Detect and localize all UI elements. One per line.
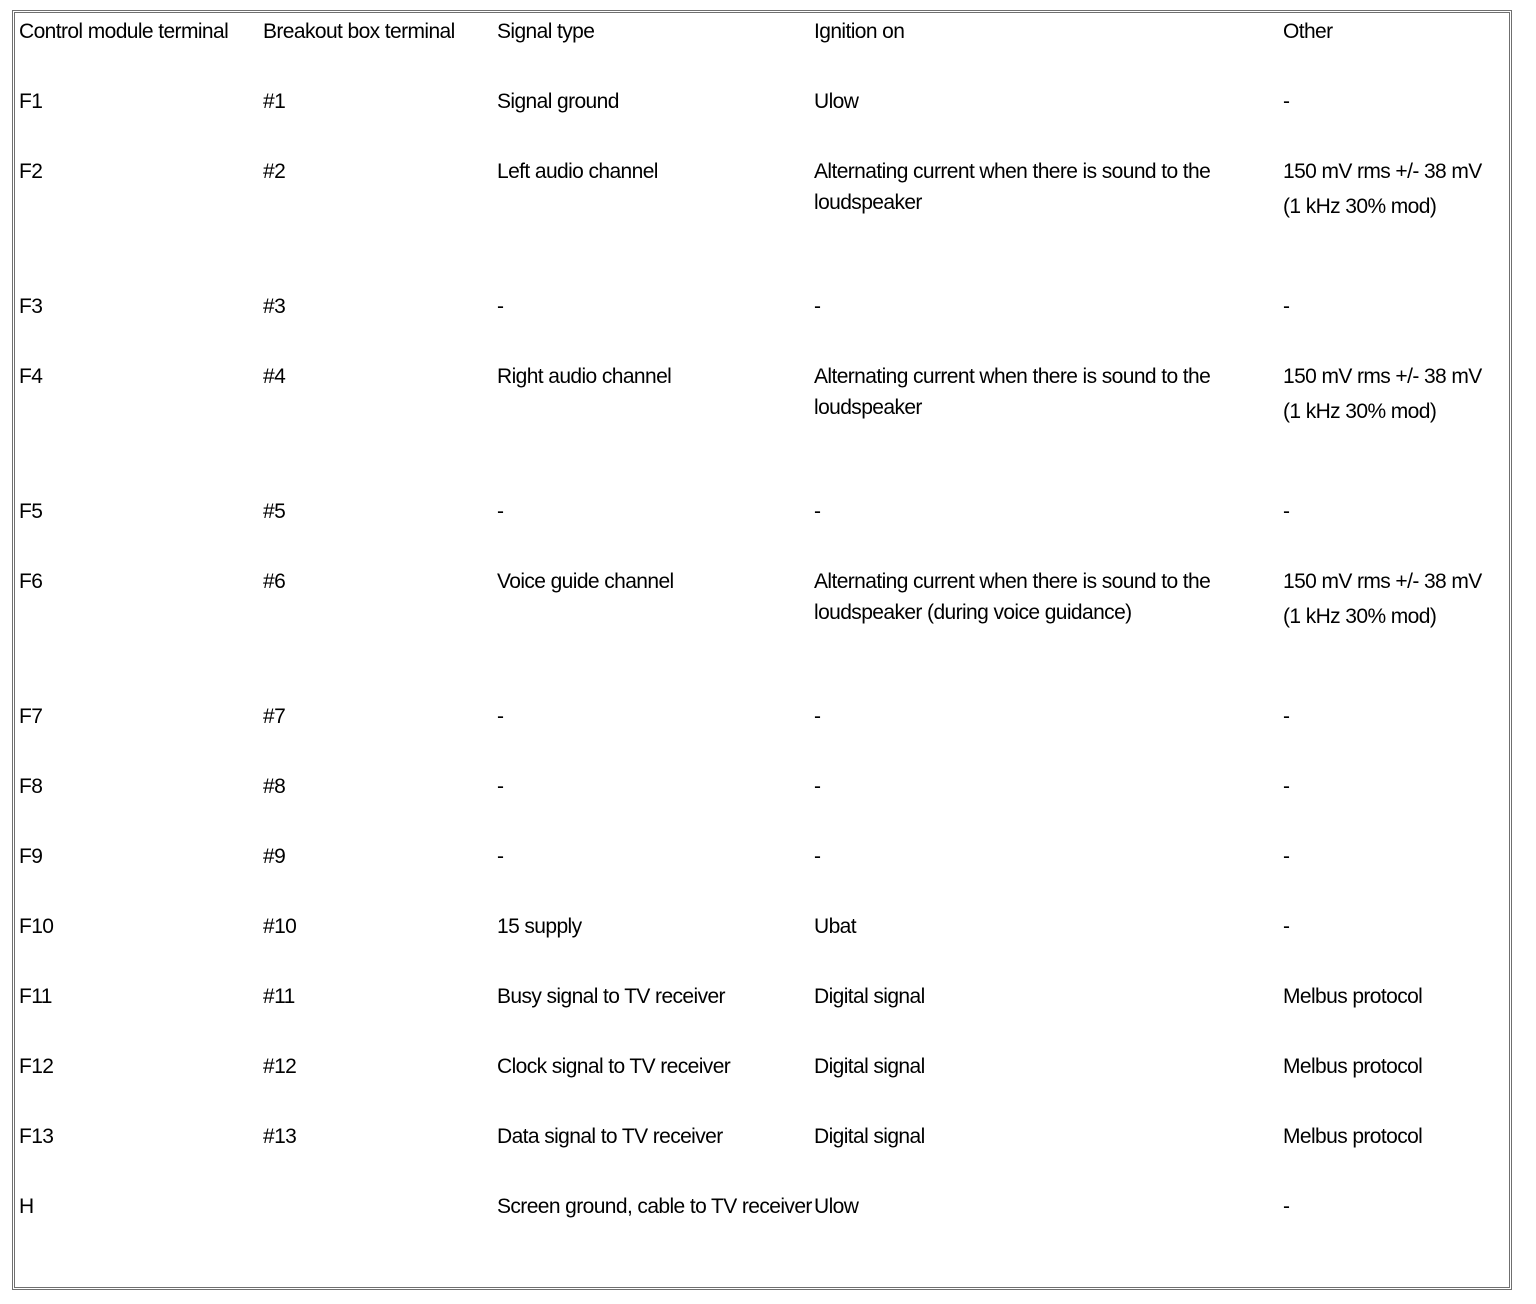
other-value: -	[1283, 295, 1290, 318]
other-note: (1 kHz 30% mod)	[1283, 400, 1437, 423]
other-cell	[1283, 838, 1512, 908]
other-value: Melbus protocol	[1283, 1055, 1423, 1078]
header-breakout-box-terminal: Breakout box terminal	[263, 20, 455, 43]
table-frame	[12, 10, 1512, 1290]
table-row	[19, 153, 1512, 288]
table-row	[19, 908, 1512, 978]
table-row	[19, 83, 1512, 153]
signal-type-cell: Data signal to TV receiver	[497, 1125, 723, 1148]
signal-type-cell: Left audio channel	[497, 160, 658, 183]
signal-type-cell: Right audio channel	[497, 365, 672, 388]
table-row	[19, 358, 1512, 493]
control-terminal-cell: F3	[19, 295, 43, 318]
control-terminal-cell: F10	[19, 915, 54, 938]
control-terminal-cell: F7	[19, 705, 43, 728]
signal-type-cell: -	[497, 500, 504, 523]
table-row	[19, 493, 1512, 563]
signal-type-cell: -	[497, 705, 504, 728]
signal-type-cell: Clock signal to TV receiver	[497, 1055, 731, 1078]
header-signal-type: Signal type	[497, 20, 595, 43]
breakout-terminal-cell	[263, 1188, 497, 1289]
other-value: 150 mV rms +/- 38 mV	[1283, 160, 1482, 183]
other-value: 150 mV rms +/- 38 mV	[1283, 570, 1482, 593]
other-note: (1 kHz 30% mod)	[1283, 605, 1437, 628]
ignition-on-cell: -	[814, 500, 821, 523]
signal-type-cell: Voice guide channel	[497, 570, 674, 593]
breakout-terminal-cell: #11	[263, 985, 295, 1008]
signal-type-cell: Screen ground, cable to TV receiver	[497, 1195, 812, 1218]
terminal-table	[19, 13, 1512, 1289]
control-terminal-cell: F4	[19, 365, 43, 388]
header-other: Other	[1283, 20, 1333, 43]
control-terminal-cell: F13	[19, 1125, 54, 1148]
control-terminal-cell: F6	[19, 570, 43, 593]
other-cell	[1283, 768, 1512, 838]
control-terminal-cell: F2	[19, 160, 43, 183]
other-cell	[1283, 493, 1512, 563]
table-row	[19, 1118, 1512, 1188]
signal-type-cell: Signal ground	[497, 90, 619, 113]
control-terminal-cell: F5	[19, 500, 43, 523]
ignition-on-cell: Ulow	[814, 1195, 859, 1218]
control-terminal-cell: F8	[19, 775, 43, 798]
control-terminal-cell: F9	[19, 845, 43, 868]
other-value: -	[1283, 775, 1290, 798]
header-ignition-on: Ignition on	[814, 20, 905, 43]
other-cell	[1283, 698, 1512, 768]
breakout-terminal-cell: #1	[263, 90, 286, 113]
table-row	[19, 698, 1512, 768]
other-value: Melbus protocol	[1283, 985, 1423, 1008]
breakout-terminal-cell: #2	[263, 160, 286, 183]
signal-type-cell: 15 supply	[497, 915, 582, 938]
other-cell	[1283, 563, 1512, 698]
other-value: Melbus protocol	[1283, 1125, 1423, 1148]
breakout-terminal-cell: #5	[263, 500, 286, 523]
ignition-on-cell: Ulow	[814, 90, 859, 113]
ignition-on-cell: Digital signal	[814, 1125, 925, 1148]
other-value: -	[1283, 915, 1290, 938]
control-terminal-cell: F12	[19, 1055, 54, 1078]
table-row	[19, 838, 1512, 908]
breakout-terminal-cell: #12	[263, 1055, 297, 1078]
ignition-on-cell: Digital signal	[814, 985, 925, 1008]
other-cell	[1283, 83, 1512, 153]
ignition-on-cell: Alternating current when there is sound to the loudspeaker	[814, 365, 1211, 419]
table-row	[19, 288, 1512, 358]
signal-type-cell: Busy signal to TV receiver	[497, 985, 725, 1008]
table-header-row	[19, 13, 1512, 83]
ignition-on-cell: -	[814, 705, 821, 728]
breakout-terminal-cell: #4	[263, 365, 286, 388]
breakout-terminal-cell: #10	[263, 915, 297, 938]
ignition-on-cell: -	[814, 295, 821, 318]
breakout-terminal-cell: #3	[263, 295, 286, 318]
breakout-terminal-cell: #8	[263, 775, 286, 798]
table-row	[19, 1188, 1512, 1289]
other-value: -	[1283, 705, 1290, 728]
ignition-on-cell: Alternating current when there is sound to the loudspeaker	[814, 160, 1211, 214]
ignition-on-cell: Alternating current when there is sound to the loudspeaker (during voice guidance)	[814, 570, 1211, 624]
table-row	[19, 768, 1512, 838]
breakout-terminal-cell: #7	[263, 705, 286, 728]
header-control-module-terminal: Control module terminal	[19, 20, 229, 43]
other-cell	[1283, 358, 1512, 493]
table-row	[19, 978, 1512, 1048]
signal-type-cell: -	[497, 845, 504, 868]
ignition-on-cell: -	[814, 775, 821, 798]
other-cell	[1283, 1188, 1512, 1289]
control-terminal-cell: F11	[19, 985, 52, 1008]
table-row	[19, 1048, 1512, 1118]
control-terminal-cell: H	[19, 1195, 34, 1218]
other-cell	[1283, 1118, 1512, 1188]
signal-type-cell: -	[497, 775, 504, 798]
ignition-on-cell: Digital signal	[814, 1055, 925, 1078]
other-value: -	[1283, 845, 1290, 868]
other-cell	[1283, 908, 1512, 978]
signal-type-cell: -	[497, 295, 504, 318]
other-note: (1 kHz 30% mod)	[1283, 195, 1437, 218]
other-cell	[1283, 978, 1512, 1048]
table-row	[19, 563, 1512, 698]
other-value: 150 mV rms +/- 38 mV	[1283, 365, 1482, 388]
breakout-terminal-cell: #6	[263, 570, 286, 593]
other-cell	[1283, 153, 1512, 288]
ignition-on-cell: Ubat	[814, 915, 856, 938]
other-value: -	[1283, 90, 1290, 113]
other-cell	[1283, 288, 1512, 358]
breakout-terminal-cell: #13	[263, 1125, 297, 1148]
ignition-on-cell: -	[814, 845, 821, 868]
other-value: -	[1283, 1195, 1290, 1218]
control-terminal-cell: F1	[19, 90, 43, 113]
other-value: -	[1283, 500, 1290, 523]
other-cell	[1283, 1048, 1512, 1118]
breakout-terminal-cell: #9	[263, 845, 286, 868]
